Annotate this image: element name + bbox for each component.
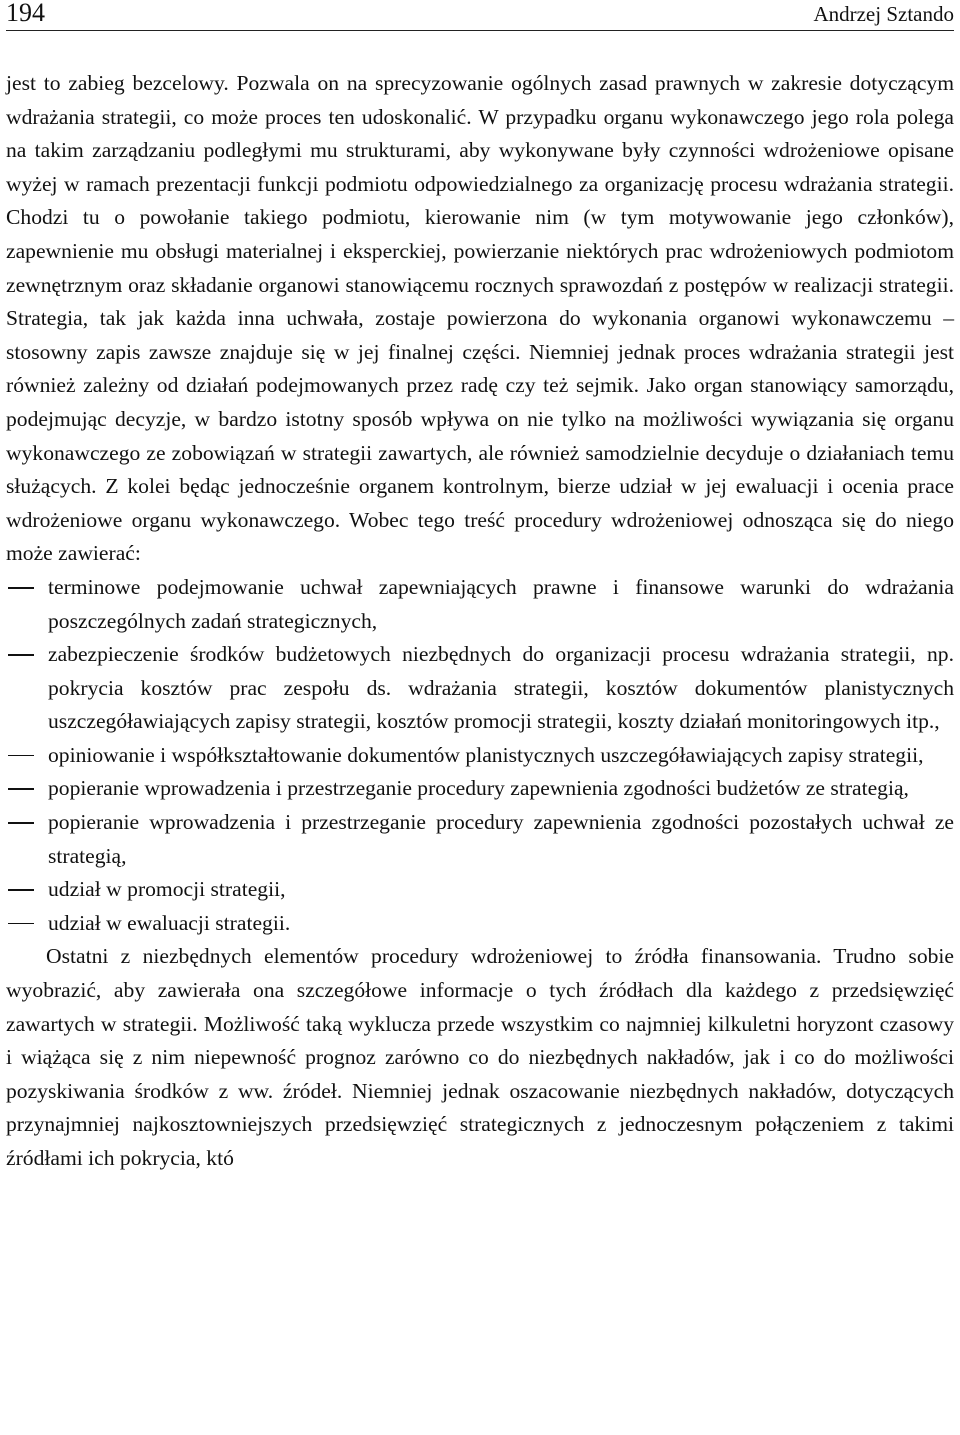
page-header (6, 0, 954, 31)
list-item: opiniowanie i współkształtowanie dokumentów planistycznych uszczegóławiających zapisy strategii, (6, 739, 954, 773)
running-head-author: Andrzej Sztando (813, 2, 954, 26)
list-item: popieranie wprowadzenia i przestrzeganie procedury zapewnienia zgodności pozostałych uchwał ze strategią, (6, 806, 954, 873)
list-item: udział w ewaluacji strategii. (6, 907, 954, 941)
paragraph: jest to zabieg bezcelowy. Pozwala on na sprecyzowanie ogólnych zasad prawnych w zakresie dotyczącym wdrażania strategii, co może proces ten udoskonalić. W przypadku organu wykonawczego jego rola polega na takim zarządzaniu podległymi mu strukturami, aby wykonywane były czynności wdrożeniowe opisane wyżej w ramach prezentacji funkcji podmiotu odpowiedzialnego za organizację procesu wdrażania strategii. Chodzi tu o powołanie takiego podmiotu, kierowanie nim (w tym motywowanie jego członków), zapewnienie mu obsługi materialnej i eksperckiej, powierzanie niektórych prac wdrożeniowych podmiotom zewnętrznym oraz składanie organowi stanowiącemu rocznych sprawozdań z postępów w realizacji strategii. Strategia, tak jak każda inna uchwała, zostaje powierzona do wykonania organowi wykonawczemu – stosowny zapis zawsze znajduje się w jej finalnej części. Niemniej jednak proces wdrażania strategii jest również zależny od działań podejmowanych przez radę czy też sejmik. Jako organ stanowiący samorządu, podejmując decyzje, w bardzo istotny sposób wpływa on nie tylko na możliwości wywiązania się organu wykonawczego ze zobowiązań w strategii zawartych, ale również samodzielnie decyduje o działaniach temu służących. Z kolei będąc jednocześnie organem kontrolnym, bierze udział w jej ewaluacji i ocenia prace wdrożeniowe organu wykonawczego. Wobec tego treść procedury wdrożeniowej odnosząca się do niego może zawierać: (6, 71, 954, 566)
paragraph: Ostatni z niezbędnych elementów procedury wdrożeniowej to źródła finansowania. Trudno sobie wyobrazić, aby zawierała ona szczegółowe informacje o tych źródłach dla każdego z przedsięwzięć zawartych w strategii. Możliwość taką wyklucza przede wszystkim co najmniej kilkuletni horyzont czasowy i wiążąca się z nim niepewność prognoz zarówno co do niezbędnych nakładów, jak i co do możliwości pozyskiwania środków z ww. źródeł. Niemniej jednak oszacowanie niezbędnych nakładów, dotyczących przynajmniej najkosztowniejszych przedsięwzięć strategicznych z jednoczesnym połączeniem z takimi źródłami ich pokrycia, któ (6, 944, 954, 1170)
list-item: zabezpieczenie środków budżetowych niezbędnych do organizacji procesu wdrażania strategii, np. pokrycia kosztów prac zespołu ds. wdrażania strategii, kosztów dokumentów planistycznych uszczegóławiających zapisy strategii, kosztów promocji strategii, koszty działań monitoringowych itp., (6, 638, 954, 739)
bullet-list (6, 571, 954, 941)
book-page (6, 0, 954, 1176)
list-item: udział w promocji strategii, (6, 873, 954, 907)
list-item: popieranie wprowadzenia i przestrzeganie procedury zapewnienia zgodności budżetów ze strategią, (6, 772, 954, 806)
page-body (6, 67, 954, 1176)
page-number: 194 (6, 0, 45, 27)
list-item: terminowe podejmowanie uchwał zapewniających prawne i finansowe warunki do wdrażania poszczególnych zadań strategicznych, (6, 571, 954, 638)
